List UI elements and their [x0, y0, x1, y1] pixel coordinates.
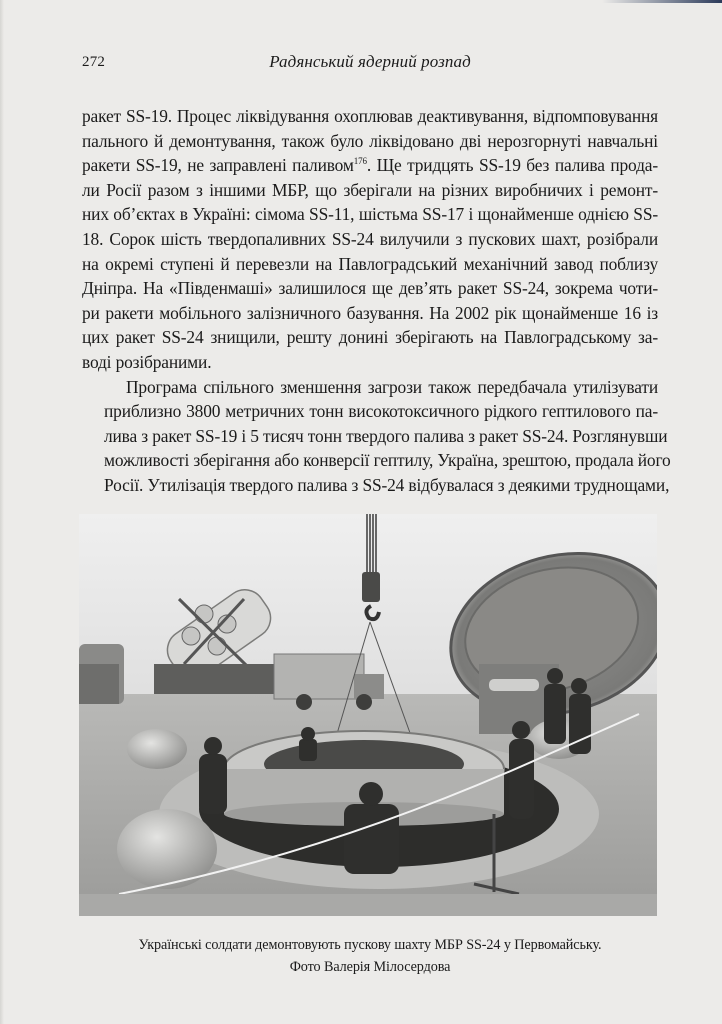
photo-credit: Фото Валерія Мілосердова: [289, 959, 451, 975]
paragraph-1: [82, 104, 658, 375]
footnote-ref[interactable]: 176: [353, 156, 367, 167]
text-line: Дніпра. На «Південмаші» залишилося ще дев’ять ракет SS-24, зокрема чоти-: [82, 278, 658, 299]
body-text: [82, 104, 671, 498]
text-line: приблизно 3800 метричних тонн високотоксичного рідкого гептилового па-: [104, 401, 658, 422]
text-line: воді розібраними.: [82, 351, 212, 372]
page-edge: [0, 0, 4, 1024]
figure-caption: [82, 934, 658, 978]
text-line: цих ракет SS-24 знищили, решту донині зберігають на Павлоградському за-: [82, 327, 658, 348]
running-header: [82, 52, 658, 76]
text-line: лива з ракет SS-19 і 5 тисяч тонн твердого палива з ракет SS-24. Розглянувши: [104, 425, 668, 446]
text-line: ри ракети мобільного залізничного базування. На 2002 рік щонайменше 16 із: [82, 302, 658, 323]
silo-photo: [79, 514, 657, 916]
caption-text: Українські солдати демонтовують пускову шахту МБР SS-24 у Первомайську.: [138, 937, 602, 953]
text-line: них об’єктах в Україні: сімома SS-11, шістьма SS-17 і щонайменше однією SS-: [82, 204, 658, 225]
text-line: ли Росії разом з іншими МБР, що зберігали на різних виробничих і ремонт-: [82, 179, 658, 200]
paragraph-2: [82, 375, 671, 498]
text-line: ракети SS-19, не заправлені паливом$^{176}$. Ще тридцять SS-19 без палива прода-: [82, 155, 658, 176]
text-line: ракет SS-19. Процес ліквідування охоплював деактивування, відпомповування: [82, 106, 658, 126]
text-line: Росії. Утилізація твердого палива з SS-24 відбувалася з деякими труднощами,: [104, 474, 670, 495]
page-edge-top: [602, 0, 722, 3]
photo-illustration: [79, 514, 657, 916]
text-line: на окремі ступені й перевезли на Павлоградський механічний завод поблизу: [82, 253, 658, 274]
text-line: можливості зберігання або конверсії гептилу, Україна, зрештою, продала його: [104, 450, 671, 471]
text-line: 18. Сорок шість твердопаливних SS-24 вилучили з пускових шахт, розібрали: [82, 228, 658, 249]
text-line: Програма спільного зменшення загрози також передбачала утилізувати: [126, 376, 658, 397]
text-line: пального й демонтування, також було ліквідовано дві нерозгорнуті навчальні: [82, 130, 658, 151]
page-number: 272: [82, 54, 106, 70]
running-title: Радянський ядерний розпад: [269, 52, 471, 71]
